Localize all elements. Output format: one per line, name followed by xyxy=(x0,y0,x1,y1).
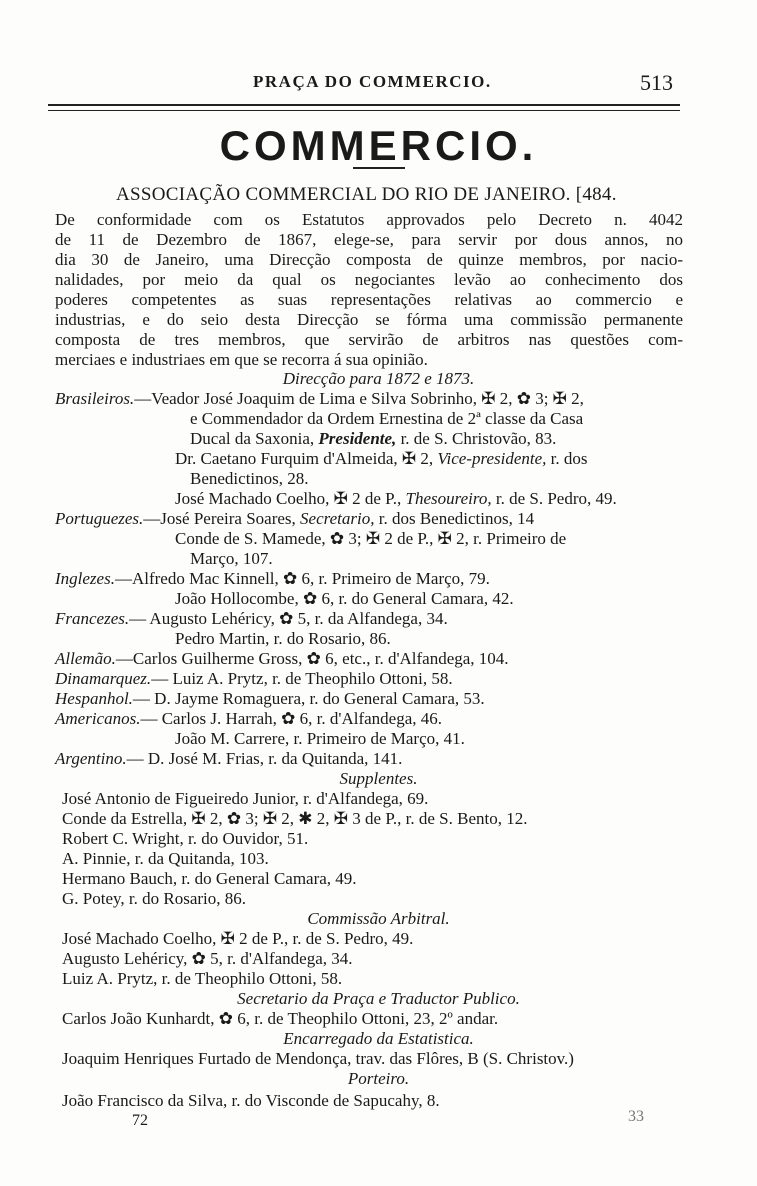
entry-continuation: e Commendador da Ordem Ernestina de 2ª classe da Casa xyxy=(190,409,584,428)
porteiro-heading: Porteiro. xyxy=(347,1069,410,1088)
entry-continuation xyxy=(190,429,556,449)
intro-line: De conformidade com os Estatutos approvados pelo Decreto n. 4042 xyxy=(55,210,683,229)
entry-text: João M. Carrere, r. Primeiro de Março, 41. xyxy=(175,729,465,748)
entry-vice-president xyxy=(175,449,587,469)
entry-text: Dr. Caetano Furquim d'Almeida, ✠ 2, xyxy=(175,449,438,468)
entry-text: — D. Jayme Romaguera, r. do General Camara, 53. xyxy=(132,689,485,708)
entry-portuguezes xyxy=(55,509,534,529)
running-title: PRAÇA DO COMMERCIO. xyxy=(253,72,492,91)
signature-mark: 72 xyxy=(132,1112,148,1129)
entry-text: r. de S. Pedro, 49. xyxy=(491,489,617,508)
entry-text: r. dos Benedictinos, 14 xyxy=(374,509,535,528)
entry-text: José Machado Coelho, ✠ 2 de P., xyxy=(175,489,406,508)
header-rule-thin xyxy=(48,110,680,111)
intro-line: poderes competentes as suas representações relativas ao commercio e xyxy=(55,290,683,309)
nationality-label: Americanos. xyxy=(55,709,141,728)
role-label: Presidente, xyxy=(318,429,397,448)
entry-text: João Hollocombe, ✿ 6, r. do General Camara, 42. xyxy=(175,589,514,608)
entry-text: —Alfredo Mac Kinnell, ✿ 6, r. Primeiro de Março, 79. xyxy=(114,569,490,588)
nationality-label: Argentino. xyxy=(55,749,127,768)
nationality-label: Brasileiros. xyxy=(55,389,135,408)
nationality-label: Hespanhol. xyxy=(55,689,133,708)
supplente-entry: G. Potey, r. do Rosario, 86. xyxy=(62,889,247,908)
intro-line: merciaes e industriaes em que se recorra á sua opinião. xyxy=(55,350,428,369)
supplente-entry: José Antonio de Figueiredo Junior, r. d'Alfandega, 69. xyxy=(62,789,429,808)
commissao-entry: Augusto Lehéricy, ✿ 5, r. d'Alfandega, 34. xyxy=(62,949,353,968)
entry-francezes xyxy=(55,609,448,629)
entry-continuation: Benedictinos, 28. xyxy=(190,469,309,488)
nationality-label: Allemão. xyxy=(55,649,116,668)
running-header xyxy=(0,72,757,96)
secretario-heading: Secretario da Praça e Traductor Publico. xyxy=(237,989,520,1008)
entry-hespanhol xyxy=(55,689,485,709)
subheading: ASSOCIAÇÃO COMMERCIAL DO RIO DE JANEIRO. [484. xyxy=(116,184,617,205)
estatistica-heading: Encarregado da Estatistica. xyxy=(283,1029,474,1048)
entry-text: — Luiz A. Prytz, r. de Theophilo Ottoni, 58. xyxy=(151,669,453,688)
supplente-entry: Conde da Estrella, ✠ 2, ✿ 3; ✠ 2, ✱ 2, ✠ 3 de P., r. de S. Bento, 12. xyxy=(62,809,528,828)
intro-line: dia 30 de Janeiro, uma Direcção composta de quinze membros, por nacio- xyxy=(55,250,683,269)
commissao-entry: Luiz A. Prytz, r. de Theophilo Ottoni, 58. xyxy=(62,969,343,988)
supplentes-heading: Supplentes. xyxy=(339,769,418,788)
entry-text: —José Pereira Soares, xyxy=(143,509,301,528)
header-rule xyxy=(48,104,680,106)
entry-text: r. dos xyxy=(546,449,588,468)
entry-americanos xyxy=(55,709,442,729)
nationality-label: Portuguezes. xyxy=(55,509,144,528)
intro-line: de 11 de Dezembro de 1867, elege-se, para servir por dous annos, no xyxy=(55,230,683,249)
entry-text: —Carlos Guilherme Gross, ✿ 6, etc., r. d'Alfandega, 104. xyxy=(115,649,509,668)
nationality-label: Dinamarquez. xyxy=(55,669,152,688)
intro-line: industrias, e do seio desta Direcção se fórma uma commissão permanente xyxy=(55,310,683,329)
nationality-label: Inglezes. xyxy=(55,569,115,588)
entry-continuation: Março, 107. xyxy=(190,549,273,568)
page-number: 513 xyxy=(640,70,673,95)
secretario-entry: Carlos João Kunhardt, ✿ 6, r. de Theophilo Ottoni, 23, 2º andar. xyxy=(62,1009,499,1028)
supplente-entry: A. Pinnie, r. da Quitanda, 103. xyxy=(62,849,269,868)
supplente-entry: Hermano Bauch, r. do General Camara, 49. xyxy=(62,869,357,888)
commissao-heading: Commissão Arbitral. xyxy=(307,909,450,928)
entry-text: r. de S. Christovão, 83. xyxy=(396,429,557,448)
role-label: Vice-presidente, xyxy=(437,449,547,468)
entry-argentino xyxy=(55,749,402,769)
intro-line: composta de tres membros, que servirão de arbitros nas questões com- xyxy=(55,330,683,349)
commissao-entry: José Machado Coelho, ✠ 2 de P., r. de S. Pedro, 49. xyxy=(62,929,414,948)
entry-text: — D. José M. Frias, r. da Quitanda, 141. xyxy=(126,749,403,768)
entry-text: —Veador José Joaquim de Lima e Silva Sobrinho, ✠ 2, ✿ 3; ✠ 2, xyxy=(134,389,584,408)
title-divider xyxy=(353,167,405,169)
role-label: Secretario, xyxy=(300,509,375,528)
entry-text: — Augusto Lehéricy, ✿ 5, r. da Alfandega, 34. xyxy=(129,609,448,628)
entry-text: Conde de S. Mamede, ✿ 3; ✠ 2 de P., ✠ 2, r. Primeiro de xyxy=(175,529,567,548)
footer-mark: 33 xyxy=(628,1108,644,1125)
entry-inglezes xyxy=(55,569,490,589)
estatistica-entry: Joaquim Henriques Furtado de Mendonça, trav. das Flôres, B (S. Christov.) xyxy=(62,1049,574,1068)
section-title: COMMERCIO. xyxy=(219,122,538,169)
entry-brasileiros xyxy=(55,389,584,409)
direccao-heading: Direcção para 1872 e 1873. xyxy=(282,369,475,388)
porteiro-entry: João Francisco da Silva, r. do Visconde de Sapucahy, 8. xyxy=(62,1091,440,1110)
entry-text: Pedro Martin, r. do Rosario, 86. xyxy=(175,629,391,648)
entry-dinamarquez xyxy=(55,669,453,689)
entry-allemao xyxy=(55,649,509,669)
entry-text: — Carlos J. Harrah, ✿ 6, r. d'Alfandega, 46. xyxy=(140,709,442,728)
nationality-label: Francezes. xyxy=(55,609,130,628)
role-label: Thesoureiro, xyxy=(405,489,492,508)
entry-text: Ducal da Saxonia, xyxy=(190,429,319,448)
intro-line: nalidades, por meio da qual os negociantes levão ao conhecimento dos xyxy=(55,270,683,289)
supplente-entry: Robert C. Wright, r. do Ouvidor, 51. xyxy=(62,829,309,848)
entry-treasurer xyxy=(175,489,617,509)
